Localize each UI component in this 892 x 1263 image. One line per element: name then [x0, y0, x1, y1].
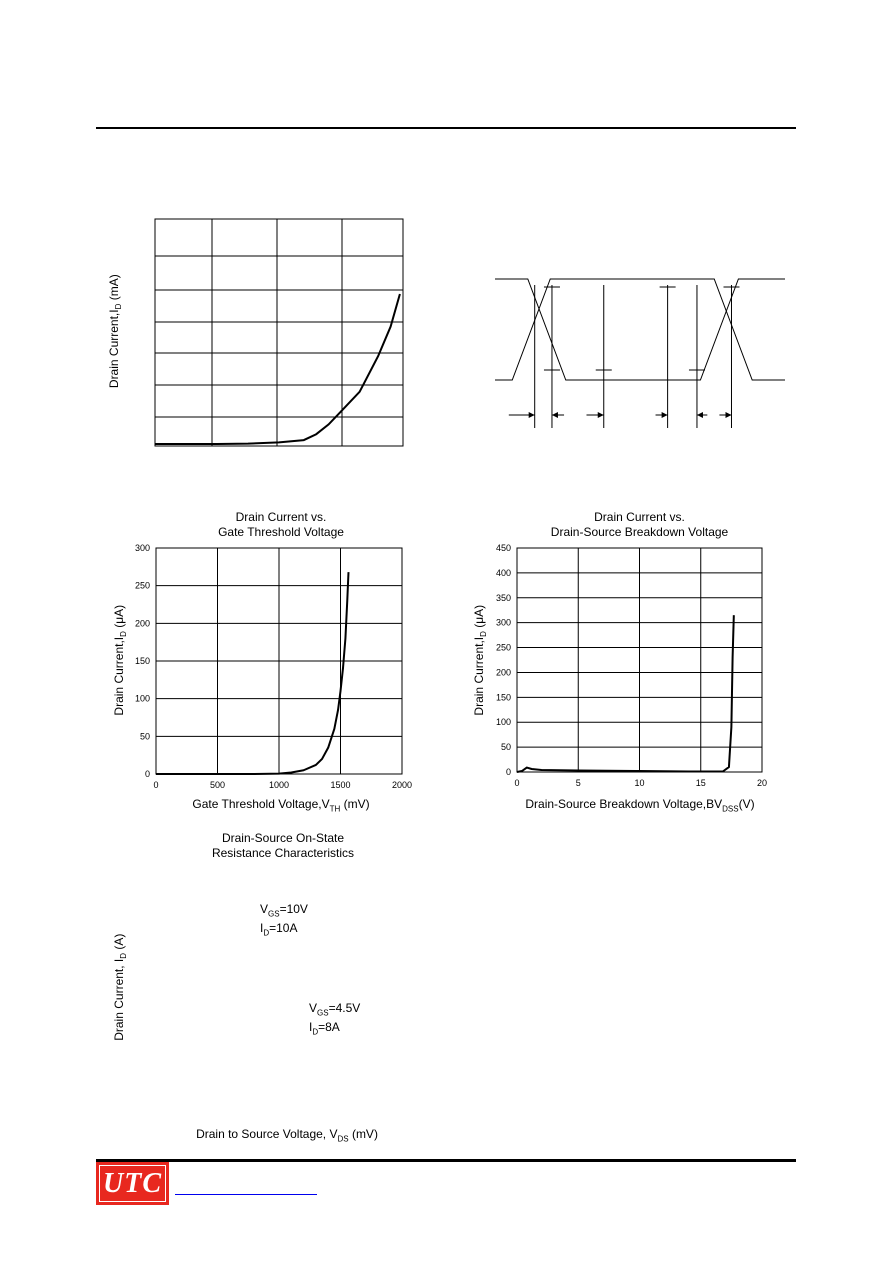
footer-rule [96, 1159, 796, 1162]
footer-link-underline[interactable] [175, 1194, 317, 1195]
chart2-arrowhead [662, 412, 668, 418]
chart5-xtick-label: 0 [153, 1107, 159, 1117]
chart4-xtick-label: 20 [756, 778, 768, 788]
chart2-waveform-0 [495, 279, 785, 380]
chart-drain-current-ma [100, 215, 420, 455]
chart4-xtick-label: 10 [634, 778, 645, 788]
chart-switching-waveform [490, 270, 790, 435]
chart4-ytick-label: 200 [495, 667, 511, 678]
chart5-annotation-4v5: $V_{GS}=4.5V$ $I_D=8A$ [307, 1001, 362, 1040]
chart3-ylabel: Drain $Current,I_D$ (μA) [111, 604, 129, 716]
chart3-series-line-0 [156, 572, 348, 774]
chart-on-state-resistance [100, 831, 430, 1146]
chart4-ytick-label: 400 [495, 567, 511, 578]
chart5-xlabel: Drain to Source Voltage, $V_{DS}$ (mV) [196, 1127, 378, 1144]
chart4-ytick-label: 0 [505, 767, 511, 777]
chart5-ytick-label: 12 [139, 867, 150, 877]
header-rule [96, 127, 796, 129]
chart1-ylabel: Drain $Current,I_D$ (mA) [106, 274, 124, 389]
chart3-xtick-label: 1000 [268, 780, 290, 790]
chart3-ytick-label: 250 [134, 580, 150, 591]
chart5-plot [100, 831, 430, 1126]
chart2-waveform-1 [495, 279, 785, 380]
chart4-ytick-label: 300 [495, 617, 511, 628]
chart4-ytick-label: 350 [495, 592, 511, 603]
chart4-series-line-0 [517, 615, 734, 772]
chart4-ytick-label: 450 [495, 543, 511, 553]
chart2-arrowhead [529, 412, 535, 418]
chart3-xtick-label: 2000 [391, 780, 413, 790]
chart5-ytick-label: 2 [144, 1057, 150, 1068]
chart3-xtick-label: 1500 [330, 780, 351, 790]
chart5-xtick-label: 150 [335, 1107, 352, 1117]
chart2-arrowhead [552, 412, 558, 418]
chart5-xtick-label: 50 [213, 1107, 224, 1117]
chart4-xtick-label: 15 [695, 778, 706, 788]
chart5-ylabel: Drain Current, $I_D$ (A) [111, 933, 129, 1041]
chart4-ytick-label: 250 [495, 642, 511, 653]
chart1-frame [155, 219, 403, 446]
chart3-ytick-label: 0 [144, 769, 150, 779]
chart3-xtick-label: 500 [209, 780, 226, 790]
chart4-title-line2: Drain-Source Breakdown Voltage [550, 525, 729, 539]
chart3-ytick-label: 100 [134, 693, 150, 704]
chart5-ytick-label: 6 [144, 981, 150, 992]
chart5-ytick-label: 10 [139, 905, 150, 916]
chart4-title-line1: Drain Current vs. [594, 510, 685, 524]
chart4-ytick-label: 100 [495, 717, 511, 728]
chart5-title [156, 831, 410, 861]
chart5-xtick-label: 100 [273, 1107, 289, 1117]
chart3-ytick-label: 300 [134, 543, 150, 553]
chart5-ytick-label: 0 [144, 1096, 150, 1106]
utc-logo [96, 1162, 169, 1205]
chart4-ytick-label: 50 [500, 742, 511, 753]
chart5-title-line1: Drain-Source On-State [221, 831, 345, 845]
chart3-xlabel: Gate Threshold $Voltage,V_{TH}$ (mV) [192, 797, 370, 814]
chart3-plot [100, 510, 430, 795]
chart4-ytick-label: 150 [495, 692, 511, 703]
chart3-title-line1: Drain Current vs. [235, 510, 327, 524]
chart4-plot [460, 510, 780, 795]
chart5-xtick-label: 200 [398, 1107, 414, 1117]
chart2-arrowhead [598, 412, 604, 418]
chart5-ytick-label: 8 [144, 943, 150, 954]
chart2-arrowhead [725, 412, 731, 418]
chart2-arrowhead [697, 412, 703, 418]
chart3-xtick-label: 0 [153, 780, 159, 790]
chart1-plot [100, 215, 420, 455]
chart5-title-line2: Resistance Characteristics [211, 846, 355, 860]
chart3-title-line2: Gate Threshold Voltage [218, 525, 344, 539]
chart3-ytick-label: 150 [134, 656, 150, 666]
chart2-plot [490, 270, 790, 435]
chart3-ytick-label: 200 [134, 618, 150, 629]
chart4-xtick-label: 5 [575, 778, 581, 788]
chart5-annotation-10v: $V_{GS}=10V$ $I_D=10A$ [258, 902, 310, 941]
chart4-ylabel: Drain $Current,I_D$ (μA) [471, 604, 489, 716]
utc-logo-text: UTC [103, 1168, 162, 1199]
chart4-xlabel: Drain-Source Breakdown $Voltage,BV_{DSS}(V)$ [525, 797, 755, 814]
chart-gate-threshold [100, 510, 430, 815]
chart3-ytick-label: 50 [139, 731, 150, 742]
chart4-xtick-label: 0 [514, 778, 520, 788]
chart-breakdown-voltage [460, 510, 780, 815]
chart5-ytick-label: 4 [144, 1019, 150, 1030]
